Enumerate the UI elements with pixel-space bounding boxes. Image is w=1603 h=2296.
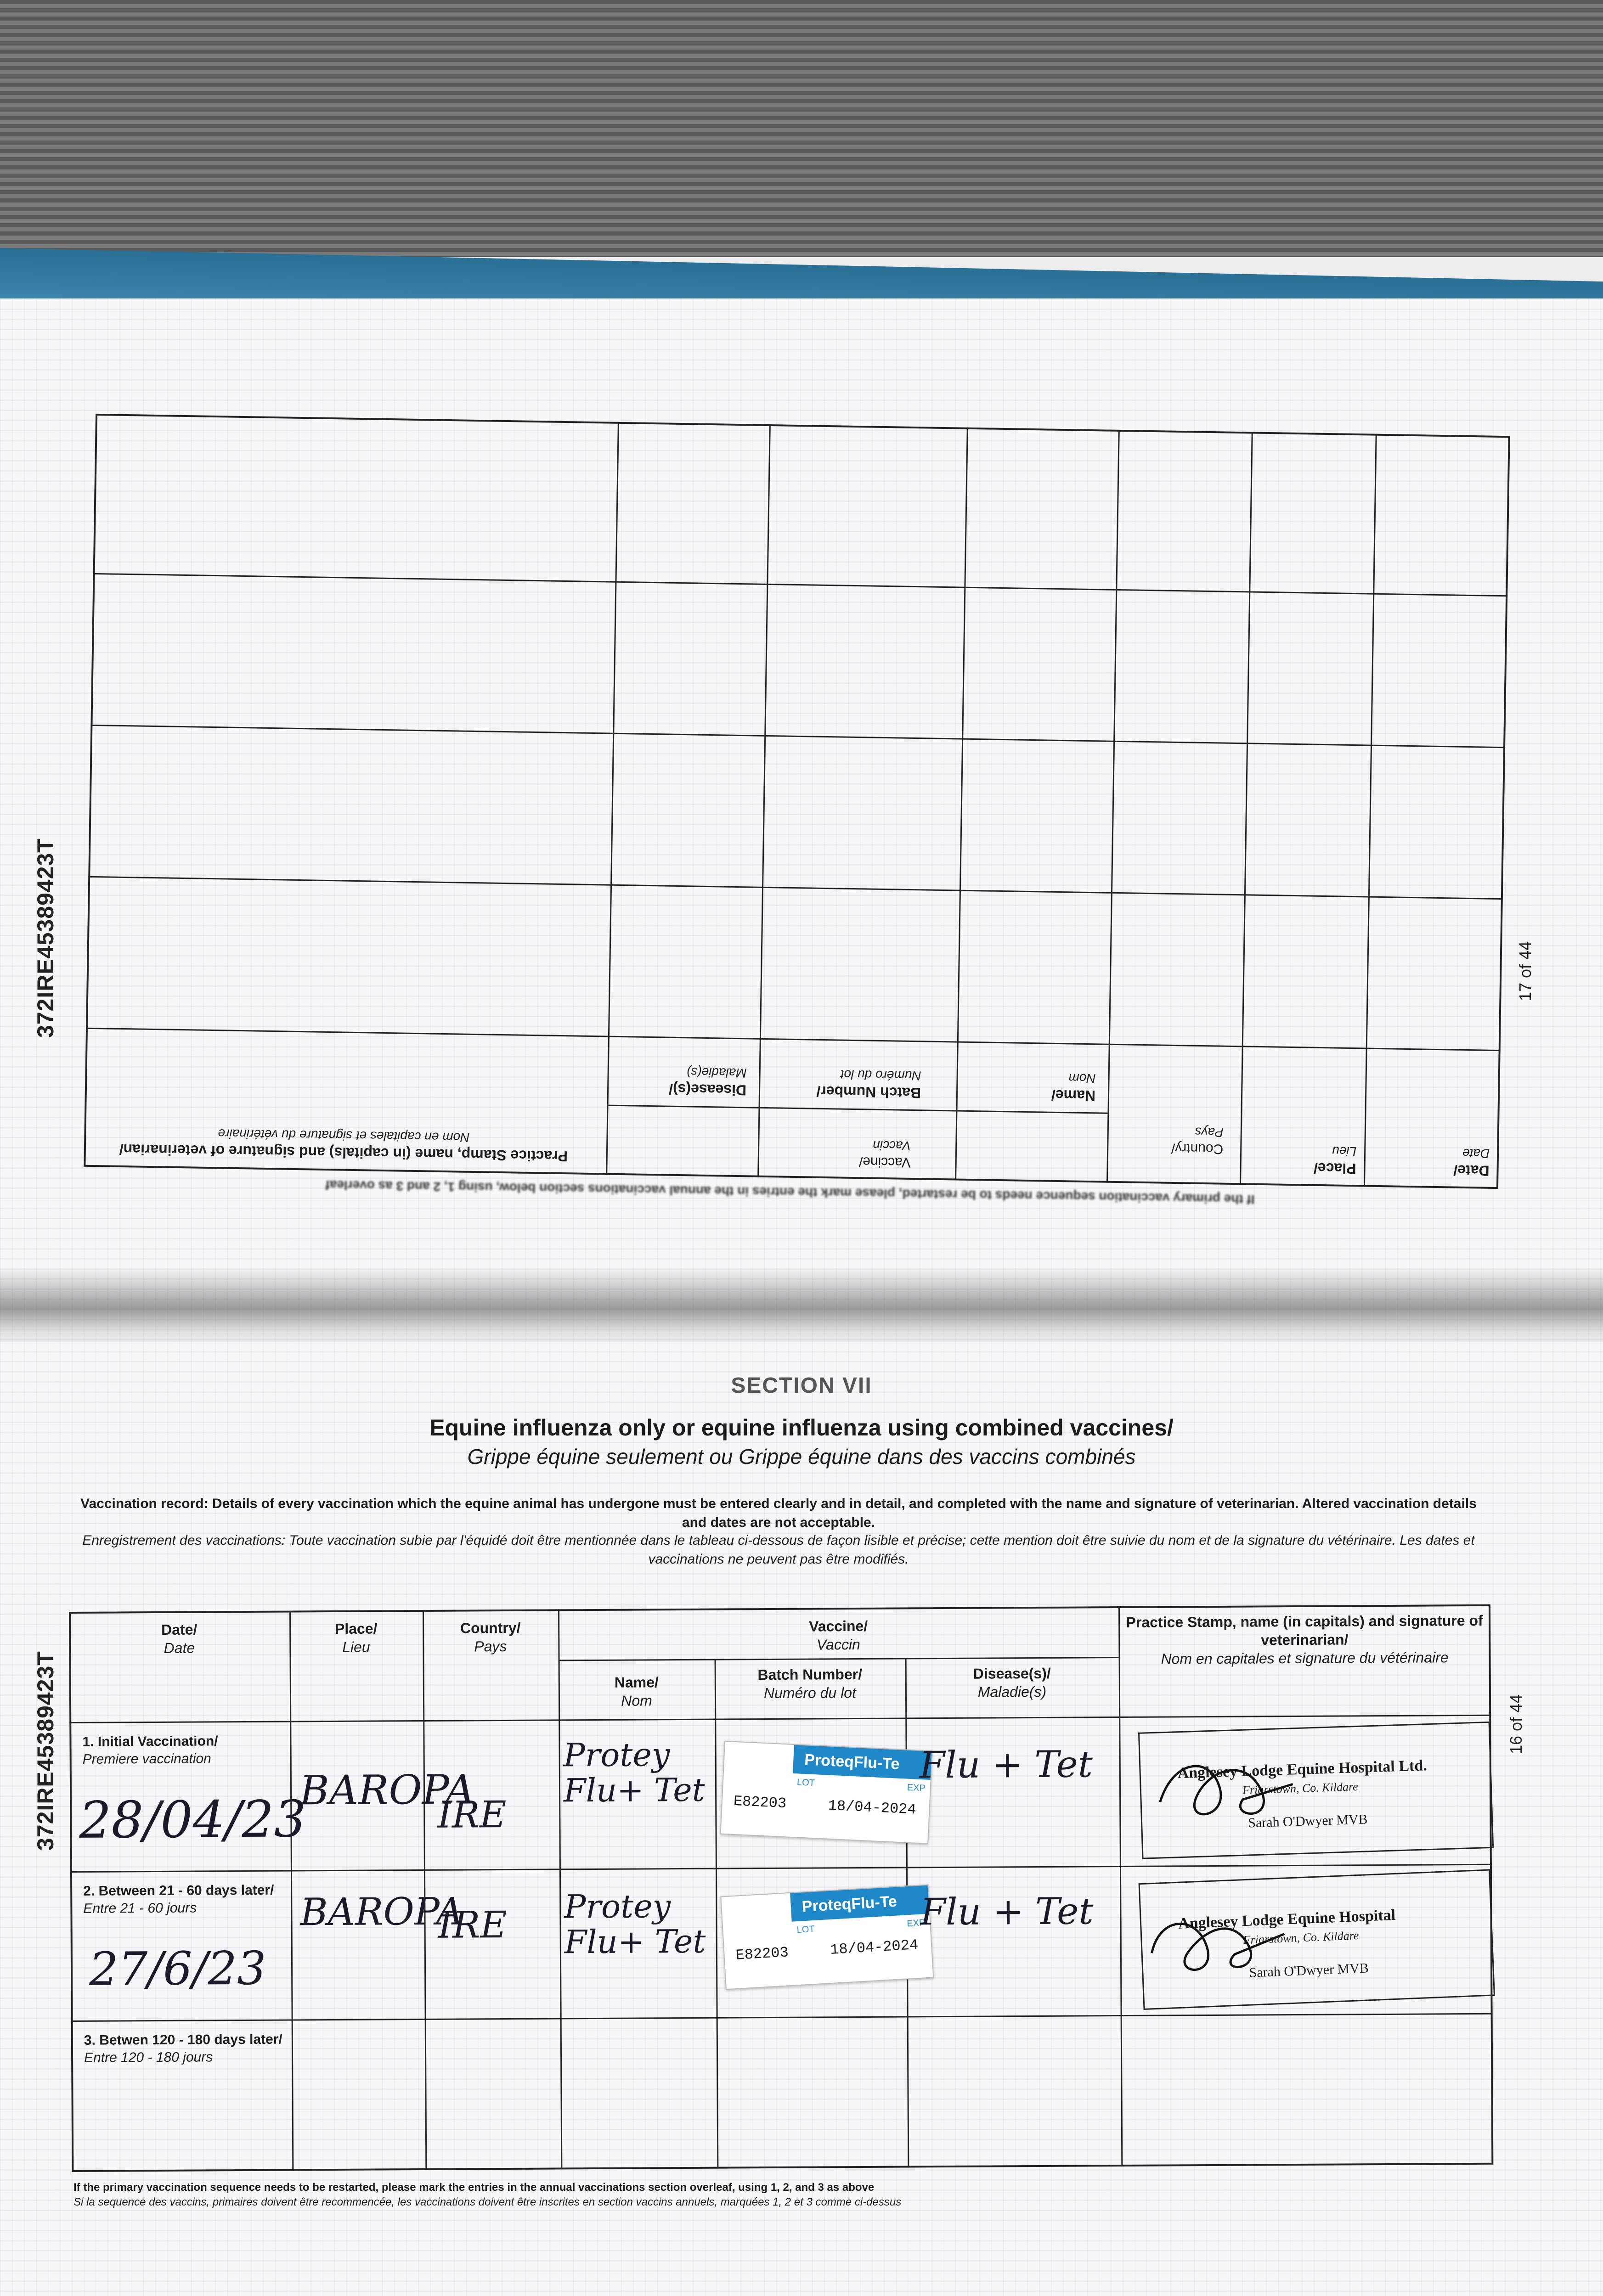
upper-vaccination-table: [84, 414, 1510, 1189]
stamp-address: Friarstown, Co. Kildare: [1242, 1779, 1359, 1797]
footer-note-english: If the primary vaccination sequence needs to be restarted, please mark the entries in the annual vaccinations section overleaf, using 1, 2, and 3 as above: [73, 2181, 875, 2194]
header-vaccine: Vaccine/ Vaccin: [809, 1617, 868, 1653]
title-french: Grippe équine seulement ou Grippe équine dans des vaccins combinés: [467, 1445, 1136, 1469]
stamp-practice-name: Anglesey Lodge Equine Hospital: [1178, 1906, 1396, 1932]
scanner-background: [0, 0, 1603, 257]
stamp-practice-name: Anglesey Lodge Equine Hospital Ltd.: [1177, 1757, 1428, 1782]
handwritten-place: BAROPA: [299, 1766, 475, 1814]
sticker-exp-label: EXP: [907, 1782, 926, 1794]
sticker-batch-number: E82203: [733, 1792, 787, 1812]
stamp-vet-name: Sarah O'Dwyer MVB: [1248, 1960, 1369, 1981]
handwritten-vaccine-name: Protey Flu+ Tet: [563, 1736, 706, 1810]
header-country: Country/ Pays: [460, 1619, 521, 1655]
header-batch: Batch Number/ Numéro du lot: [757, 1666, 863, 1702]
sticker-expiry-date: 18/04-2024: [830, 1936, 919, 1959]
header-practice-stamp: Practice Stamp, name (in capitals) and signature of veterinarian/ Nom en capitales et signature du vétérinaire: [1126, 1612, 1483, 1667]
practice-stamp: [1139, 1869, 1495, 2010]
footer-note-french: Si la sequence des vaccins, primaires doivent être recommencée, les vaccinations doivent être inscrites en section vaccins annuels, marquées 1, 2 et 3 comme ci-dessus: [73, 2196, 902, 2208]
upper-header-stamp: Practice Stamp, name (in capitals) and signature of veterinarian/ Nom en capitales et signature du vétérinaire: [119, 1126, 568, 1165]
header-name: Name/ Nom: [614, 1674, 659, 1709]
handwritten-disease: Flu + Tet: [919, 1743, 1093, 1787]
handwritten-date: 28/04/23: [79, 1790, 306, 1850]
row-label-initial: 1. Initial Vaccination/ Premiere vaccination: [82, 1733, 218, 1767]
stamp-address: Friarstown, Co. Kildare: [1243, 1929, 1359, 1947]
handwritten-place: BAROPA: [300, 1890, 463, 1935]
sticker-exp-label: EXP: [906, 1918, 926, 1929]
page-number-upper: 17 of 44: [1516, 941, 1535, 1001]
handwritten-disease: Flu + Tet: [920, 1890, 1094, 1934]
record-instructions-french: Enregistrement des vaccinations: Toute vaccination subie par l'équidé doit être mentionnée dans le tableau ci-dessous de façon lisible et précise; cette mention doit être suivie du nom et de la signature du vétérinaire. Les dates et vaccinations ne peuvent pas être modifiés.: [82, 1533, 1475, 1567]
upper-header-batch: Batch Number/ Numéro du lot: [816, 1067, 921, 1102]
handwritten-vaccine-name: Protey Flu+ Tet: [564, 1887, 706, 1961]
sticker-brand: ProteqFlu-Te: [790, 1885, 929, 1922]
page-number-lower: 16 of 44: [1507, 1694, 1525, 1754]
upper-table-grid: [84, 414, 1510, 1189]
practice-stamp: [1138, 1722, 1494, 1859]
header-disease: Disease(s)/ Maladie(s): [973, 1665, 1051, 1700]
row-label-third: 3. Betwen 120 - 180 days later/ Entre 120 - 180 jours: [84, 2032, 282, 2065]
handwritten-country: IRE: [437, 1793, 507, 1836]
vaccination-record-table: [69, 1604, 1493, 2172]
signature-scribble: [1146, 1902, 1296, 1986]
title-english: Equine influenza only or equine influenza using combined vaccines/: [429, 1415, 1174, 1441]
record-instructions-english: Vaccination record: Details of every vaccination which the equine animal has undergone must be entered clearly and in detail, and completed with the name and signature of veterinarian. Altered vaccination details and dates are not acceptable.: [80, 1496, 1477, 1530]
sticker-lot-label: LOT: [796, 1777, 815, 1789]
upper-restart-note: If the primary vaccination sequence needs to be restarted, please mark the entries in the annual vaccinations section below, using 1, 2 and 3 as overleaf: [325, 1178, 1255, 1207]
upper-header-date: Date/ Date: [1453, 1146, 1490, 1179]
sticker-lot-label: LOT: [796, 1924, 815, 1936]
row-label-second: 2. Between 21 - 60 days later/ Entre 21 - 60 jours: [83, 1882, 274, 1916]
signature-scribble: [1154, 1747, 1303, 1830]
sticker-batch-number: E82203: [735, 1944, 789, 1964]
upper-header-vaccine: Vaccine/ Vaccin: [858, 1138, 911, 1170]
document-id-upper: 372IRE45389423T: [33, 838, 58, 1038]
handwritten-date: 27/6/23: [89, 1941, 266, 1996]
upper-header-country: Country/ Pays: [1171, 1125, 1224, 1157]
vaccine-batch-sticker: [720, 1741, 933, 1844]
handwritten-country: IRE: [438, 1903, 508, 1947]
upper-header-name: Name/ Nom: [1051, 1071, 1096, 1104]
sticker-expiry-date: 18/04-2024: [827, 1797, 917, 1818]
document-id-lower: 372IRE45389423T: [33, 1651, 58, 1851]
stamp-vet-name: Sarah O'Dwyer MVB: [1247, 1812, 1368, 1831]
upper-header-disease: Disease(s)/ Maladie(s): [668, 1065, 747, 1099]
upper-header-place: Place/ Lieu: [1313, 1144, 1357, 1177]
header-place: Place/ Lieu: [334, 1620, 378, 1655]
sticker-brand: ProteqFlu-Te: [793, 1745, 932, 1780]
header-date: Date/ Date: [161, 1621, 198, 1656]
vaccine-batch-sticker: [720, 1884, 934, 1990]
section-title: SECTION VII: [731, 1373, 872, 1398]
